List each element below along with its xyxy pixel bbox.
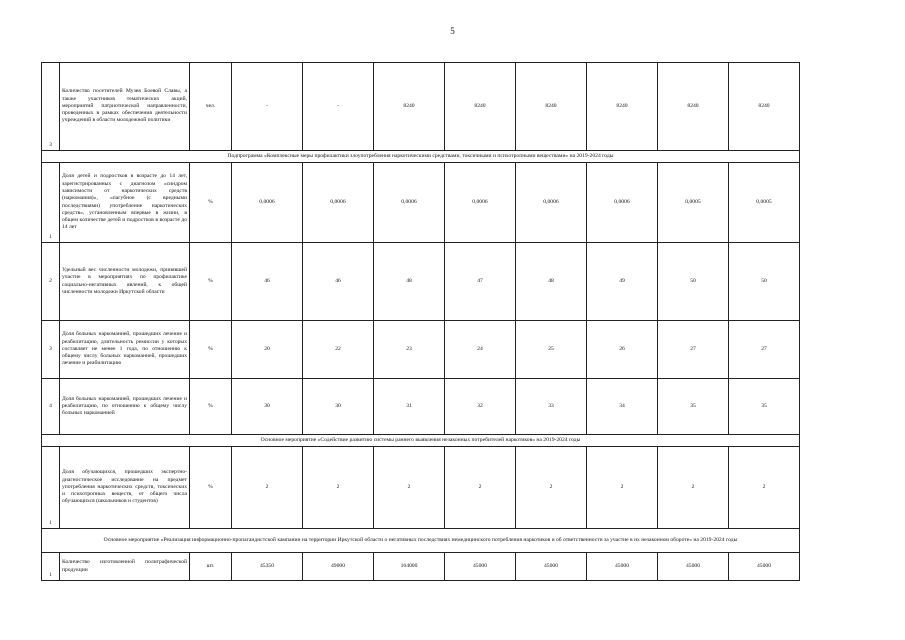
unit-cell: шт. (190, 553, 232, 581)
indicator-name: Доля обучающихся, прошедших экспертно-диагностическое исследование на предмет употребления наркотических средств, токсических и психотропных веществ, от общего числа обучающихся (школьников и студентов) (60, 447, 190, 529)
value-cell: 26 (587, 321, 658, 379)
value-cell: 45000 (516, 553, 587, 581)
value-cell: 2 (516, 447, 587, 529)
section-row (42, 529, 800, 553)
value-cell: 45350 (232, 553, 303, 581)
row-number: 3 (42, 63, 60, 151)
value-cell: 23 (374, 321, 445, 379)
value-cell: 24 (445, 321, 516, 379)
value-cell: 2 (303, 447, 374, 529)
unit-cell: % (190, 163, 232, 243)
value-cell: 8240 (658, 63, 729, 151)
row-number: 1 (42, 163, 60, 243)
row-number: 1 (42, 447, 60, 529)
indicator-name: Доля детей и подростков в возрасте до 14 лет, зарегистрированных с диагнозом «синдром зависимости от наркотических средств (наркомания)», «пагубное (с вредными последствиями) употребление наркотических средств», установленным впервые в жизни, в общем количестве детей и подростков в возрасте до 14 лет (60, 163, 190, 243)
table-row (42, 447, 800, 529)
section-title: Основное мероприятие «Содействие развитию системы раннего выявления незаконных потребителей наркотиков» на 2019-2024 годы (42, 435, 800, 447)
value-cell: 20 (232, 321, 303, 379)
value-cell: 47 (445, 243, 516, 321)
value-cell: 32 (445, 379, 516, 435)
value-cell: 49 (587, 243, 658, 321)
value-cell: 0,0005 (658, 163, 729, 243)
value-cell: 22 (303, 321, 374, 379)
value-cell: 46 (303, 243, 374, 321)
value-cell: 49000 (303, 553, 374, 581)
value-cell: 48 (516, 243, 587, 321)
unit-cell: % (190, 321, 232, 379)
table-row (42, 243, 800, 321)
indicator-name: Количество изготовленной полиграфической продукции (60, 553, 190, 581)
value-cell: 50 (658, 243, 729, 321)
value-cell: 8240 (445, 63, 516, 151)
unit-cell: % (190, 243, 232, 321)
indicators-table (41, 62, 800, 581)
table-row (42, 379, 800, 435)
unit-cell: % (190, 447, 232, 529)
value-cell: 35 (729, 379, 800, 435)
value-cell: 45000 (729, 553, 800, 581)
value-cell: 2 (232, 447, 303, 529)
value-cell: 34 (587, 379, 658, 435)
value-cell: 46 (232, 243, 303, 321)
value-cell: 0,0005 (729, 163, 800, 243)
value-cell: 33 (516, 379, 587, 435)
value-cell: 27 (658, 321, 729, 379)
row-number: 1 (42, 553, 60, 581)
value-cell: 2 (445, 447, 516, 529)
value-cell: 48 (374, 243, 445, 321)
value-cell: 0,0006 (587, 163, 658, 243)
value-cell: 31 (374, 379, 445, 435)
row-number: 3 (42, 321, 60, 379)
value-cell: 0,0006 (303, 163, 374, 243)
indicator-name: Количество посетителей Музея Боевой Славы, а также участников тематических акций, мероприятий патриотической направленности, проведенных в рамках обеспечения деятельности учреждений в области молодежной политики (60, 63, 190, 151)
value-cell: 2 (374, 447, 445, 529)
value-cell: 25 (516, 321, 587, 379)
section-title: Подпрограмма «Комплексные меры профилактики злоупотребления наркотическими средствами, токсичными и психотропными веществами» на 2019-2024 годы (42, 151, 800, 163)
value-cell: 0,0006 (374, 163, 445, 243)
value-cell: 0,0006 (516, 163, 587, 243)
unit-cell: % (190, 379, 232, 435)
value-cell: 2 (658, 447, 729, 529)
row-number: 2 (42, 243, 60, 321)
value-cell: 27 (729, 321, 800, 379)
value-cell: 50 (729, 243, 800, 321)
value-cell: - (303, 63, 374, 151)
value-cell: 164000 (374, 553, 445, 581)
section-title: Основное мероприятие «Реализация информационно-пропагандистской кампании на территории Иркутской области о негативных последствиях немедицинского потребления наркотиков и об ответственности за участие в их незаконном обороте» на 2019-2024 годы (42, 529, 800, 553)
section-row (42, 435, 800, 447)
page-number: 5 (450, 26, 455, 36)
value-cell: - (232, 63, 303, 151)
value-cell: 8240 (587, 63, 658, 151)
unit-cell: чел. (190, 63, 232, 151)
indicator-name: Доля больных наркоманией, прошедших лечение и реабилитацию, длительность ремиссии у которых составляет не менее 1 года, по отношению к общему числу больных наркоманией, прошедших лечение и реабилитацию (60, 321, 190, 379)
table-row (42, 63, 800, 151)
value-cell: 8240 (374, 63, 445, 151)
table-row (42, 321, 800, 379)
value-cell: 0,0006 (445, 163, 516, 243)
value-cell: 2 (729, 447, 800, 529)
table-row (42, 553, 800, 581)
row-number: 4 (42, 379, 60, 435)
value-cell: 8240 (516, 63, 587, 151)
section-row (42, 151, 800, 163)
value-cell: 45000 (587, 553, 658, 581)
value-cell: 30 (303, 379, 374, 435)
value-cell: 30 (232, 379, 303, 435)
indicator-name: Доля больных наркоманией, прошедших лечение и реабилитацию, по отношению к общему числу больных наркоманией (60, 379, 190, 435)
value-cell: 8240 (729, 63, 800, 151)
value-cell: 45000 (658, 553, 729, 581)
indicator-name: Удельный вес численности молодежи, принявшей участие в мероприятиях по профилактике социально-негативных явлений, к общей численности молодежи Иркутской области (60, 243, 190, 321)
value-cell: 0,0006 (232, 163, 303, 243)
value-cell: 45000 (445, 553, 516, 581)
value-cell: 2 (587, 447, 658, 529)
value-cell: 35 (658, 379, 729, 435)
table-row (42, 163, 800, 243)
